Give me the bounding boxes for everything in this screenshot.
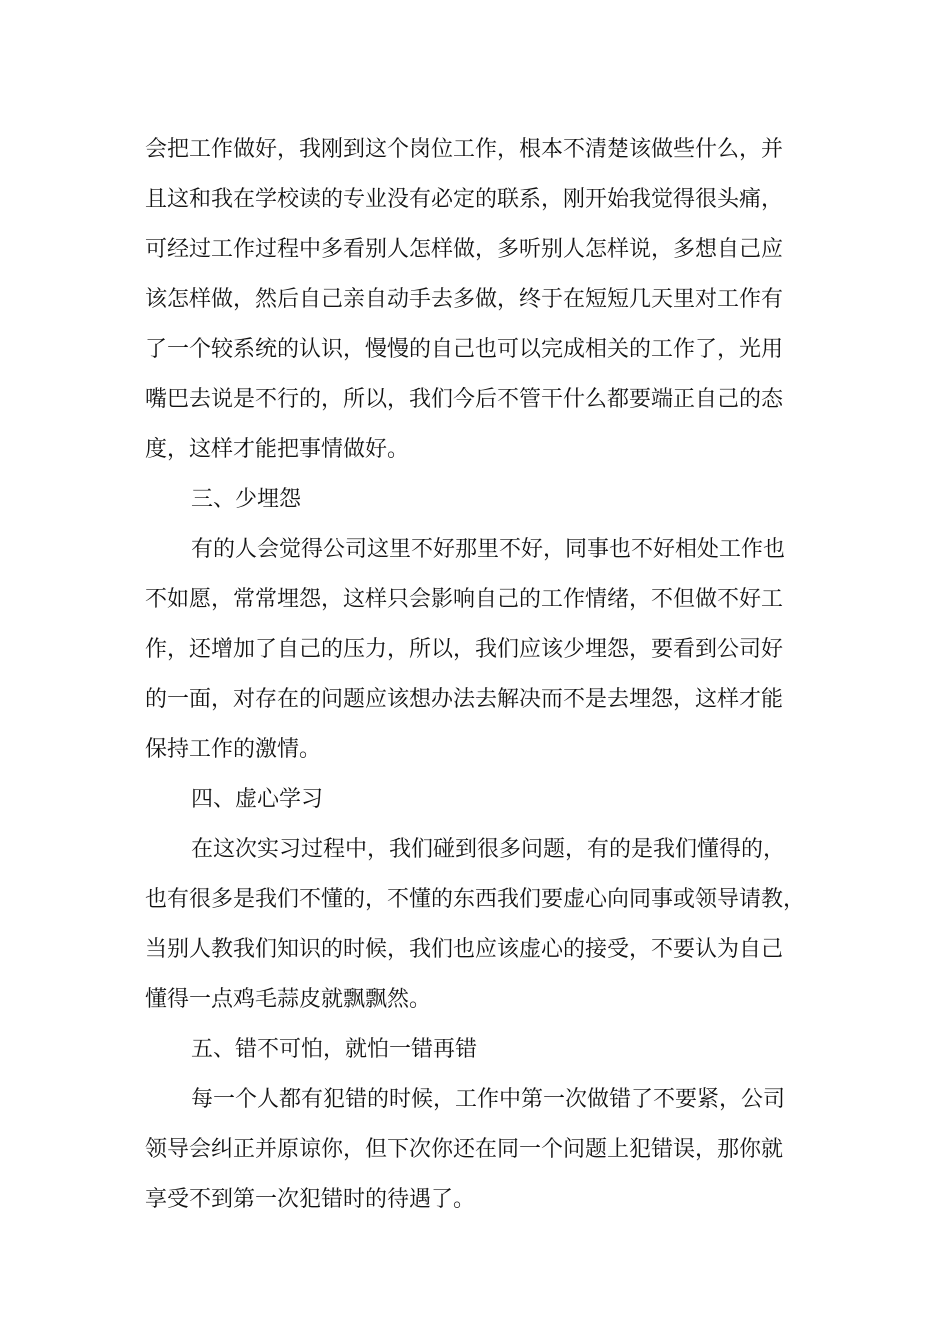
paragraph-first-line: 在这次实习过程中，我们碰到很多问题，有的是我们懂得的， [191,837,786,862]
body-text-line: 度，这样才能把事情做好。 [145,437,410,462]
body-text-line: 当别人教我们知识的时候，我们也应该虚心的接受，不要认为自己 [145,937,784,962]
body-text-line: 的一面，对存在的问题应该想办法去解决而不是去埋怨，这样才能 [145,687,784,712]
body-text-line: 也有很多是我们不懂的，不懂的东西我们要虚心向同事或领导请教， [145,887,806,912]
body-text-line: 可经过工作过程中多看别人怎样做，多听别人怎样说，多想自己应 [145,237,784,262]
body-text-line: 不如愿，常常埋怨，这样只会影响自己的工作情绪，不但做不好工 [145,587,784,612]
body-text-line: 懂得一点鸡毛蒜皮就飘飘然。 [145,987,432,1012]
body-text-line: 享受不到第一次犯错时的待遇了。 [145,1187,476,1212]
paragraph-first-line: 有的人会觉得公司这里不好那里不好，同事也不好相处工作也 [191,537,786,562]
body-text-line: 该怎样做，然后自己亲自动手去多做，终于在短短几天里对工作有 [145,287,784,312]
body-text-line: 会把工作做好，我刚到这个岗位工作，根本不清楚该做些什么，并 [145,137,784,162]
section-heading-5: 五、错不可怕，就怕一错再错 [191,1037,478,1062]
body-text-line: 领导会纠正并原谅你，但下次你还在同一个问题上犯错误，那你就 [145,1137,784,1162]
body-text-line: 保持工作的激情。 [145,737,322,762]
body-text-line: 嘴巴去说是不行的，所以，我们今后不管干什么都要端正自己的态 [145,387,784,412]
body-text-line: 作，还增加了自己的压力，所以，我们应该少埋怨，要看到公司好 [145,637,784,662]
body-text-line: 了一个较系统的认识，慢慢的自己也可以完成相关的工作了，光用 [145,337,784,362]
body-text-line: 且这和我在学校读的专业没有必定的联系，刚开始我觉得很头痛， [145,187,784,212]
section-heading-4: 四、虚心学习 [191,787,324,812]
paragraph-first-line: 每一个人都有犯错的时候，工作中第一次做错了不要紧，公司 [191,1087,786,1112]
section-heading-3: 三、少埋怨 [191,487,302,512]
